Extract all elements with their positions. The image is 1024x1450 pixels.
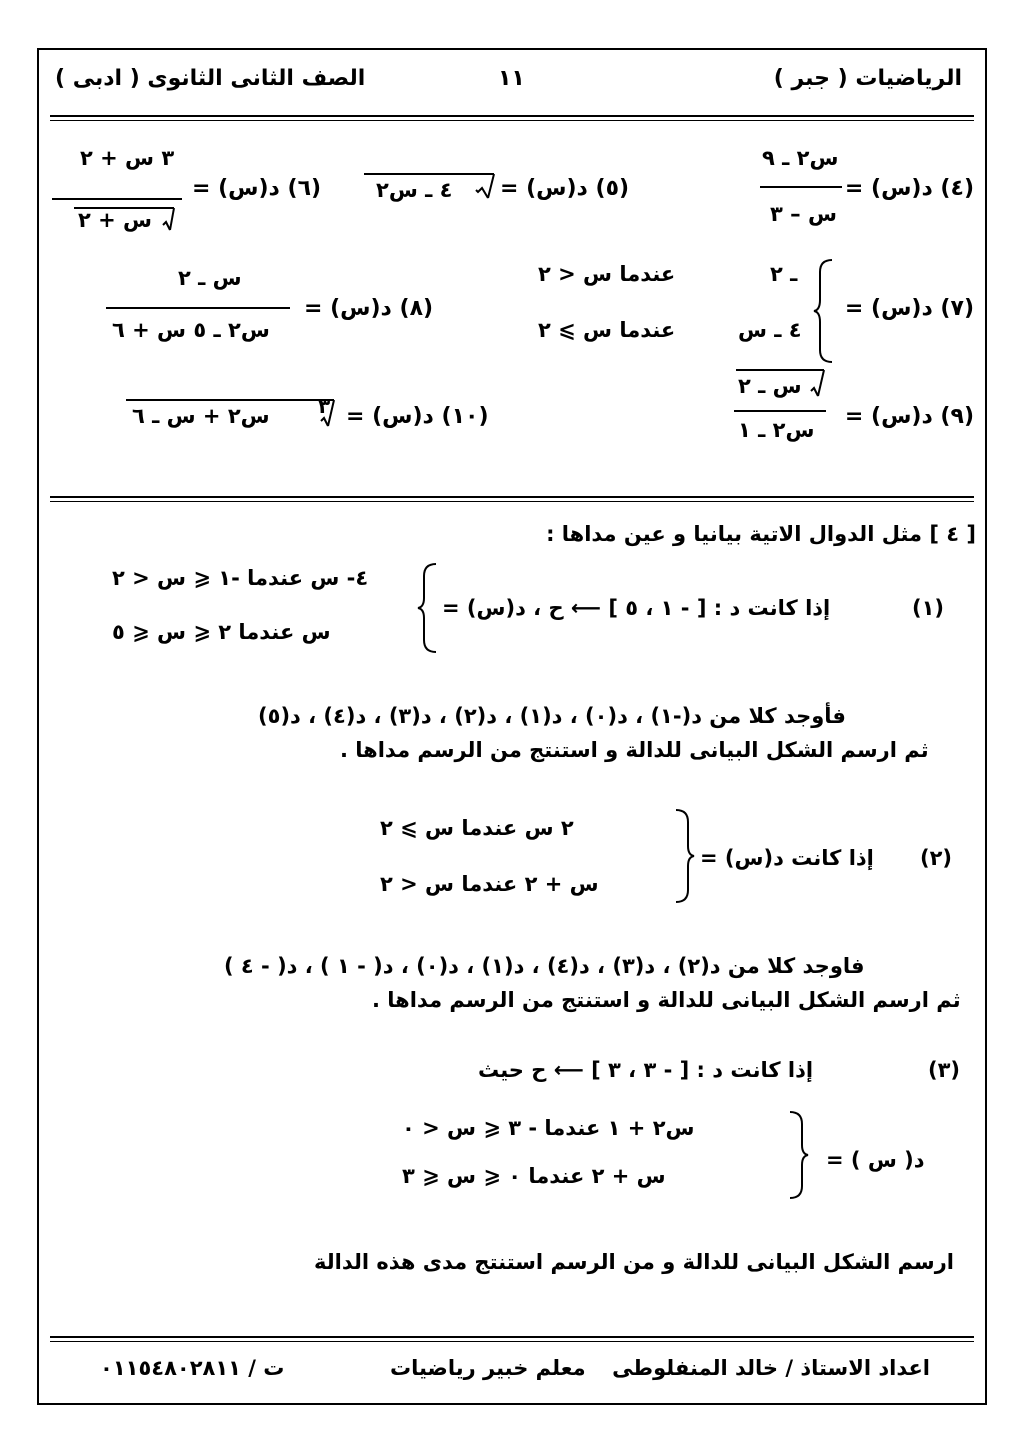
f10-radicand: س٢ + س ـ ٦ — [132, 404, 270, 428]
f7-case1-expr: ـ ٢ — [770, 262, 798, 286]
f10-label: (١٠) د(س) = — [346, 404, 489, 429]
q2-brace — [672, 808, 696, 904]
q1-draw-text: ثم ارسم الشكل البيانى للدالة و استنتج من الرسم مداها . — [340, 738, 929, 762]
q3-draw-text: ارسم الشكل البيانى للدالة و من الرسم استنتج مدى هذه الدالة — [314, 1250, 954, 1274]
header-page-number: ١١ — [498, 66, 525, 91]
f6-label: (٦) د(س) = — [192, 176, 322, 201]
q3-case2: س + ٢ عندما ٠ ⩽ س ⩽ ٣ — [402, 1164, 666, 1188]
section-divider-thin — [50, 501, 974, 502]
f4-fraction-bar — [760, 186, 842, 188]
q2-intro: إذا كانت د(س) = — [700, 846, 874, 870]
f8-label: (٨) د(س) = — [304, 296, 434, 321]
f9-fraction-bar — [734, 410, 826, 412]
q1-intro: إذا كانت د : [ - ١ ، ٥ ] ⟵ ح ، د(س) = — [442, 596, 831, 620]
footer-divider — [50, 1336, 974, 1338]
f8-denominator: س٢ ـ ٥ س + ٦ — [112, 318, 270, 342]
q3-case1: س٢ + ١ عندما - ٣ ⩽ س < ٠ — [402, 1116, 695, 1140]
q2-case2: س + ٢ عندما س < ٢ — [380, 872, 599, 896]
section-divider — [50, 496, 974, 498]
f5-label: (٥) د(س) = — [500, 176, 630, 201]
f9-numerator: س ـ ٢ — [738, 374, 802, 398]
q1-number: (١) — [911, 596, 944, 620]
header-grade: الصف الثانى الثانوى ( ادبى ) — [55, 66, 366, 91]
footer-author: اعداد الاستاذ / خالد المنفلوطى — [612, 1356, 930, 1380]
f6-numerator: ٣ س + ٢ — [80, 146, 175, 170]
q3-brace — [786, 1110, 810, 1200]
f7-brace — [812, 258, 836, 364]
q2-number: (٢) — [919, 846, 952, 870]
q2-case1: ٢ س عندما س ⩾ ٢ — [380, 816, 574, 840]
f7-case1-cond: عندما س < ٢ — [538, 262, 676, 286]
f7-label: (٧) د(س) = — [844, 296, 974, 321]
q1-brace — [416, 562, 440, 654]
footer-role: معلم خبير رياضيات — [390, 1356, 586, 1380]
f10-root-index: ٣ — [318, 394, 331, 418]
q3-lhs: د( س ) = — [826, 1148, 925, 1172]
f8-fraction-bar — [106, 307, 290, 309]
q3-intro: إذا كانت د : [ - ٣ ، ٣ ] ⟵ ح حيث — [478, 1058, 814, 1082]
q1-case2: س عندما ٢ ⩽ س ⩽ ٥ — [112, 620, 331, 644]
q2-find-text: فاوجد كلا من د(٢) ، د(٣) ، د(٤) ، د(١) ، د(٠) ، د( - ١ ) ، د( - ٤ ) — [224, 954, 865, 978]
f9-denominator: س٢ ـ ١ — [738, 418, 815, 442]
f6-denominator: س + ٢ — [78, 208, 153, 232]
footer-divider-thin — [50, 1341, 974, 1342]
footer-phone: ت / ٠١١٥٤٨٠٢٨١١ — [100, 1356, 285, 1380]
q2-draw-text: ثم ارسم الشكل البيانى للدالة و استنتج من الرسم مداها . — [372, 988, 961, 1012]
f9-label: (٩) د(س) = — [844, 404, 974, 429]
f7-case2-expr: ٤ ـ س — [738, 318, 802, 342]
q3-number: (٣) — [927, 1058, 960, 1082]
f4-label: (٤) د(س) = — [844, 176, 974, 201]
f4-numerator: س٢ ـ ٩ — [762, 146, 839, 170]
f6-fraction-bar — [52, 198, 182, 200]
f5-radicand: ٤ ـ س٢ — [376, 178, 453, 202]
header-divider — [50, 115, 974, 117]
f8-numerator: س ـ ٢ — [178, 266, 242, 290]
q1-case1: ٤- س عندما -١ ⩽ س < ٢ — [112, 566, 369, 590]
q1-find-text: فأوجد كلا من د(-١) ، د(٠) ، د(١) ، د(٢) ، د(٣) ، د(٤) ، د(٥) — [258, 704, 846, 728]
f7-case2-cond: عندما س ⩾ ٢ — [538, 318, 676, 342]
header-subject: الرياضيات ( جبر ) — [773, 66, 962, 91]
f4-denominator: س – ٣ — [770, 202, 837, 226]
header-divider-thin — [50, 120, 974, 121]
section4-title: [ ٤ ] مثل الدوال الاتية بيانيا و عين مداها : — [546, 522, 976, 546]
